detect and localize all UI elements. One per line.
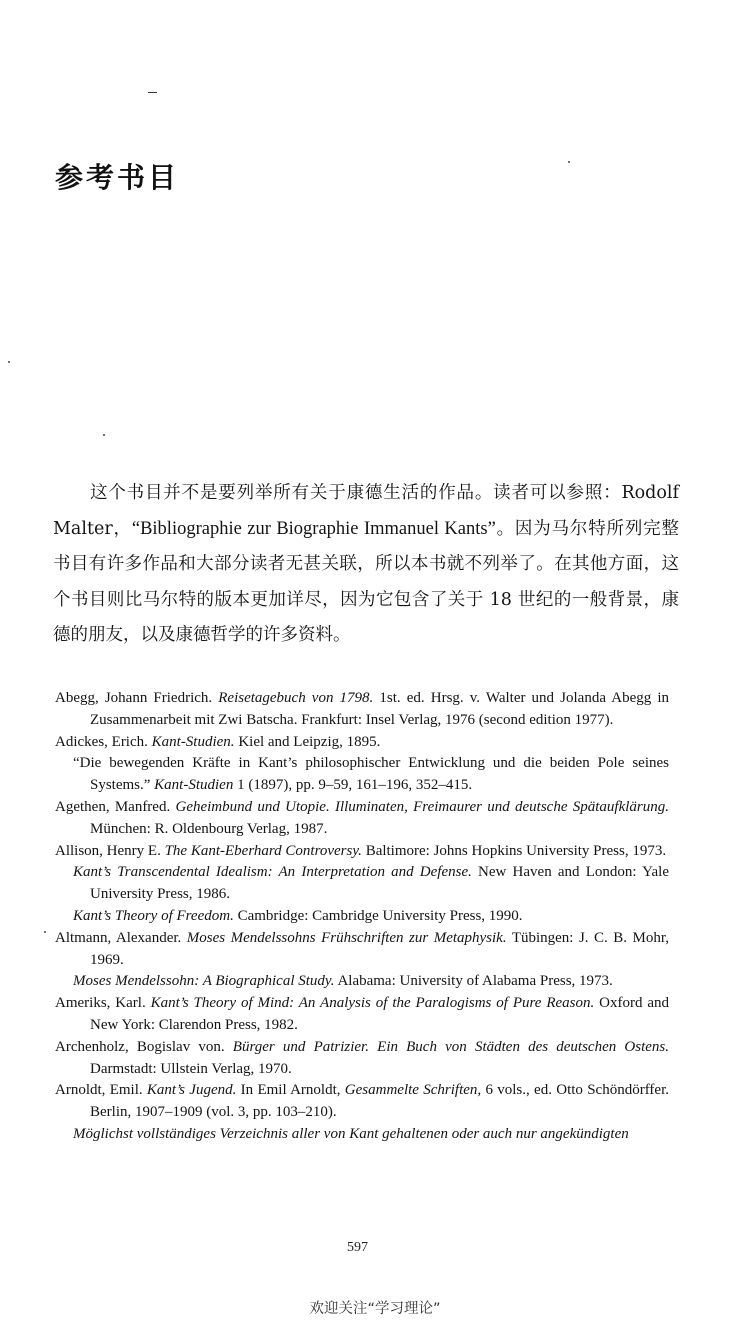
stray-dash-mark [148,92,157,93]
entry-title: Reisetagebuch von 1798. [218,690,374,706]
bibliography-entry [55,993,669,1037]
footer-watermark: 欢迎关注“学习理论” [309,1301,441,1317]
entry-author: Archenholz, Bogislav von. [55,1038,233,1055]
page-number: 597 [347,1240,368,1255]
entry-details: Oxford and New York: Clarendon Press, 1982. [90,995,669,1033]
bibliography-entry [55,797,669,841]
bibliography-entry [55,1080,669,1124]
entry-title: Kant’s Theory of Freedom. [73,907,234,924]
intro-text-part1: 这个书目并不是要列举所有关于康德生活的作品。读者可以参照：Rodolf Malter， [53,483,679,539]
scan-speck [103,434,105,436]
page-title: 参考书目 [55,161,180,194]
entry-author: Abegg, Johann Friedrich. [55,690,219,706]
entry-title: Kant’s Jugend. [146,1082,237,1099]
entry-details: New Haven and London: Yale University Press, 1986. [90,864,669,903]
entry-author: Allison, Henry E. [55,842,165,859]
entry-author: Ameriks, Karl. [55,995,151,1012]
entry-title: Kant-Studien [154,777,234,794]
entry-title: Geheimbund und Utopie. Illuminaten, Freimaurer und deutsche Spätaufklärung. [175,798,670,815]
entry-details: Alabama: University of Alabama Press, 1973. [334,973,613,990]
entry-title: Moses Mendelssohn: A Biographical Study. [73,973,335,990]
entry-details: In Emil Arnoldt, [236,1082,345,1099]
scan-speck [8,361,10,363]
intro-quoted-title: “Bibliographie zur Biographie Immanuel Kants” [131,518,496,539]
entry-details: Kiel and Leipzig, 1895. [234,733,381,750]
bibliography-entry [55,862,669,906]
entry-details: München: R. Oldenbourg Verlag, 1987. [90,820,328,837]
entry-author: Arnoldt, Emil. [55,1082,147,1099]
entry-author: Adickes, Erich. [55,733,152,750]
entry-details: Darmstadt: Ullstein Verlag, 1970. [90,1060,292,1077]
entry-title: Kant’s Transcendental Idealism: An Interpretation and Defense. [73,864,472,881]
scan-speck [568,161,570,163]
bibliography-entry [55,688,669,732]
entry-author: Altmann, Alexander. [55,929,187,946]
entry-article-title: “Die bewegenden Kräfte in Kant’s philosophischer Entwicklung und die beiden Pole seines Systems.” [73,755,669,794]
entry-title: Bürger und Patrizier. Ein Buch von Städten des deutschen Ostens. [232,1038,669,1055]
entry-author: Agethen, Manfred. [55,798,176,815]
entry-details: 1 (1897), pp. 9–59, 161–196, 352–415. [233,777,473,794]
bibliography-entry [55,732,669,754]
entry-details: 6 vols., ed. Otto Schöndörffer. Berlin, 1907–1909 (vol. 3, pp. 103–210). [90,1082,670,1121]
entry-title: The Kant-Eberhard Controversy. [164,842,362,859]
entry-title: Kant’s Theory of Mind: An Analysis of the Paralogisms of Pure Reason. [150,995,595,1012]
bibliography-entry [55,753,669,797]
entry-details: Cambridge: Cambridge University Press, 1990. [233,907,523,924]
bibliography-entry [55,906,669,928]
intro-paragraph [53,476,679,654]
bibliography-list [55,688,669,1146]
entry-details: 1st. ed. Hrsg. v. Walter und Jolanda Abegg in Zusammenarbeit mit Zwi Batscha. Frankfurt: Insel Verlag, 1976 (second edition 1977). [90,690,669,728]
entry-title: Möglichst vollständiges Verzeichnis aller von Kant gehaltenen oder auch nur angekündigten [73,1125,629,1142]
bibliography-entry [55,1124,669,1146]
bibliography-entry [55,971,669,993]
bibliography-entry [55,841,669,863]
bibliography-entry [55,928,669,972]
entry-title: Moses Mendelssohns Frühschriften zur Metaphysik. [186,929,507,946]
entry-title: Gesammelte Schriften, [344,1082,482,1099]
bibliography-entry [55,1037,669,1081]
scan-speck [44,931,46,933]
entry-details: Baltimore: Johns Hopkins University Press, 1973. [361,842,667,859]
intro-text-part2: 。因为马尔特所列完整书目有许多作品和大部分读者无甚关联，所以本书就不列举了。在其他方面，这个书目则比马尔特的版本更加详尽，因为它包含了关于 18 世纪的一般背景，康德的朋友，以及康德哲学的许多资料。 [53,518,679,645]
entry-title: Kant-Studien. [151,733,235,750]
entry-details: Tübingen: J. C. B. Mohr, 1969. [90,929,669,968]
